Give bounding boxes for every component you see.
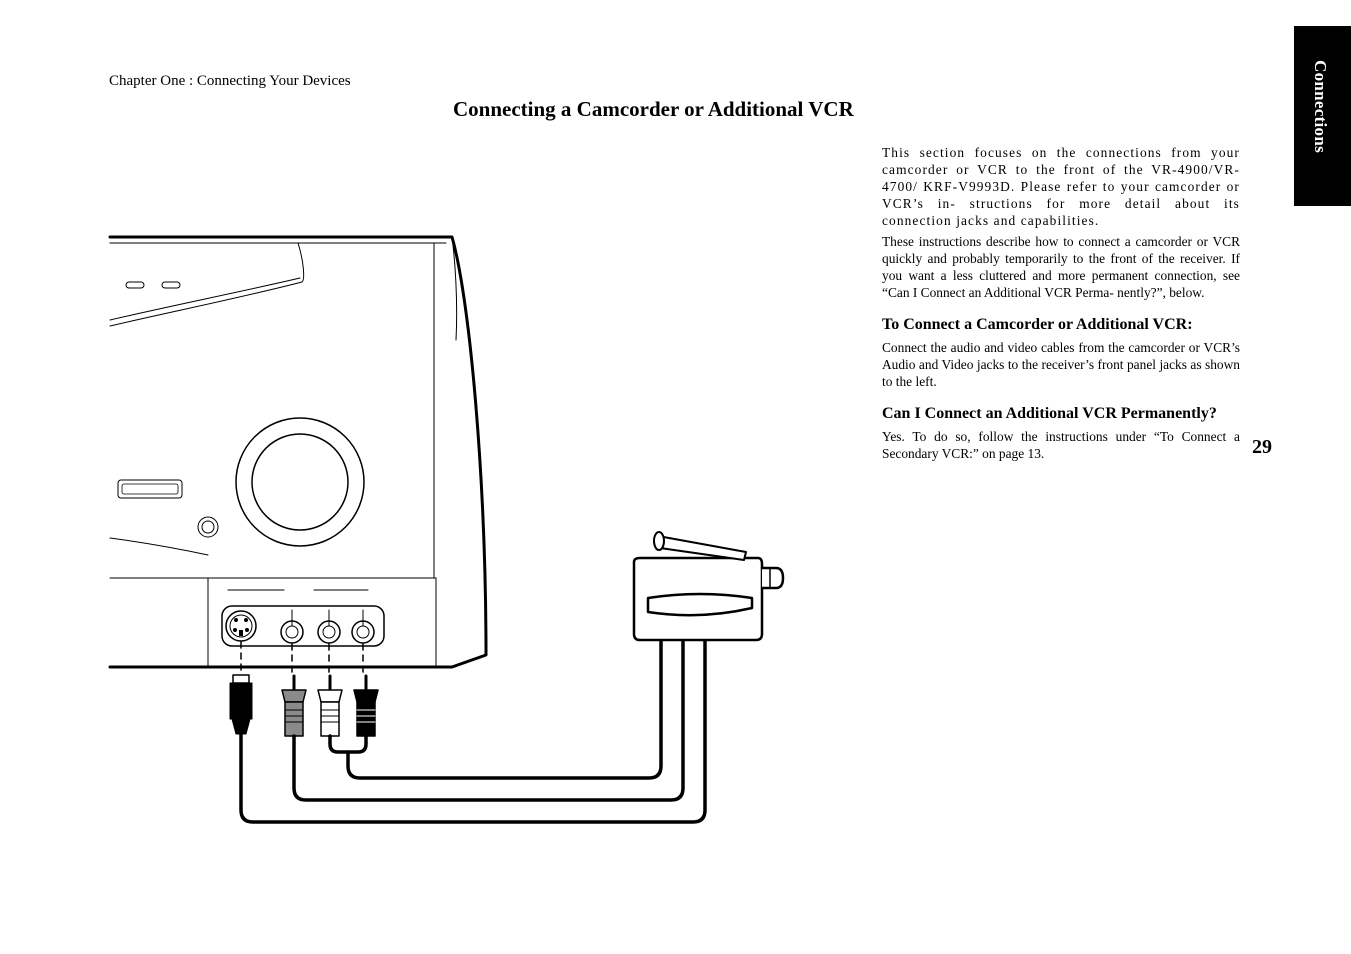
intro-paragraph-2: These instructions describe how to connect a camcorder or VCR quickly and probably temporarily to the front of the receiver. If you want a less cluttered and more permanent connection, see “Can I Connect an Additional VCR Perma- nently?”, below. — [882, 234, 1240, 300]
section-1-text: Connect the audio and video cables from the camcorder or VCR’s Audio and Video jacks to the receiver’s front panel jacks as shown to the left. — [882, 340, 1240, 389]
page-number: 29 — [1252, 436, 1272, 458]
rca-plug-black-icon — [354, 676, 378, 736]
camcorder-icon — [634, 532, 783, 640]
page-title: Connecting a Camcorder or Additional VCR — [453, 97, 854, 121]
section-2-heading: Can I Connect an Additional VCR Permanently? — [882, 405, 1217, 422]
rca-plug-white-icon — [318, 676, 342, 736]
side-tab-label: Connections — [1311, 60, 1330, 154]
plug-guide-lines — [241, 642, 363, 676]
intro-paragraph-1: This section focuses on the connections from your camcorder or VCR to the front of the VR-4900/VR-4700/ KRF-V9993D. Please refer to your camcorder or VCR’s in- structions for more detail about its connection jacks and capabilities. — [882, 145, 1240, 228]
receiver-illustration — [110, 237, 486, 667]
chapter-header: Chapter One : Connecting Your Devices — [109, 73, 351, 89]
section-1-heading: To Connect a Camcorder or Additional VCR: — [882, 316, 1193, 333]
section-2-text: Yes. To do so, follow the instructions under “To Connect a Secondary VCR:” on page 13. — [882, 429, 1240, 461]
s-video-plug-icon — [230, 675, 252, 734]
rca-plug-grey-icon — [282, 676, 306, 736]
